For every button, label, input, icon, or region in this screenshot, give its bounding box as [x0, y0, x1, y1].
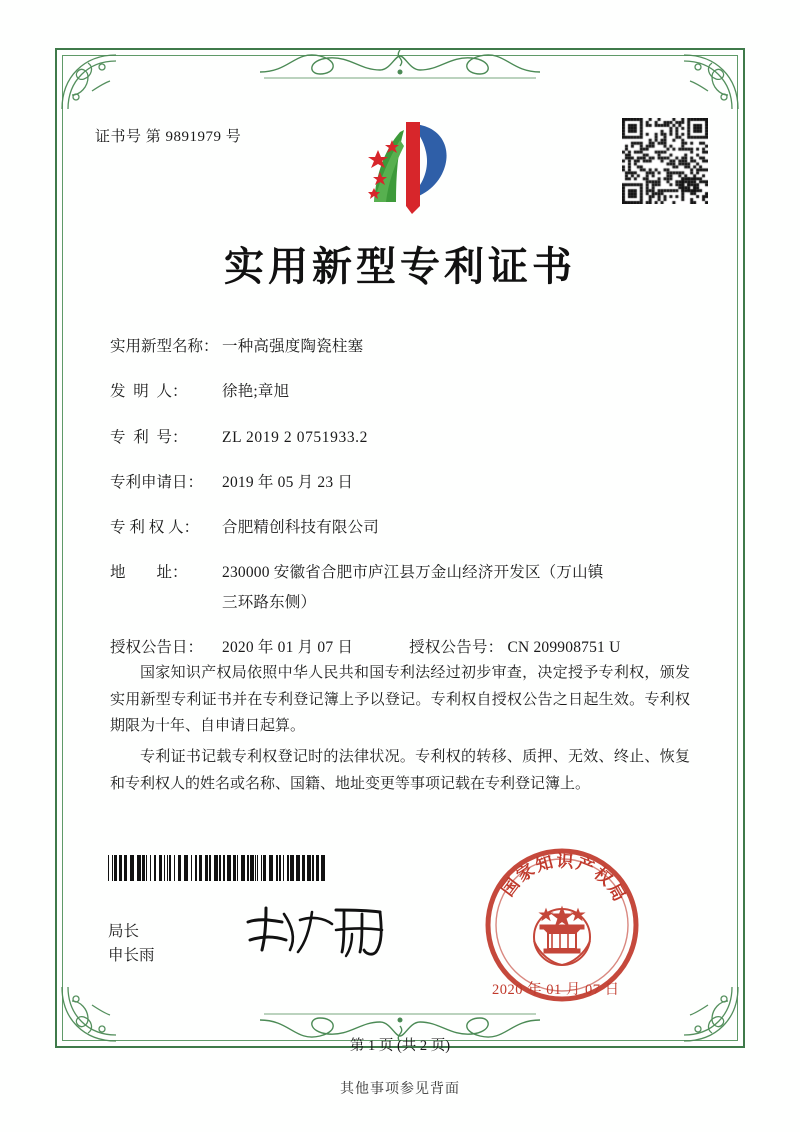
handwritten-signature-icon [240, 900, 420, 960]
field-row-application-date [110, 471, 710, 494]
field-label: 发 明 人： [110, 383, 188, 401]
page-number: 第 1 页 (共 2 页) [349, 1038, 451, 1054]
field-value: 徐艳;章旭 [222, 383, 290, 401]
field-label: 专利申请日： [110, 473, 204, 491]
field-value-grant [222, 636, 710, 659]
director-role-label: 局长 [108, 923, 140, 940]
field-value [222, 561, 710, 614]
address-line-1: 230000 安徽省合肥市庐江县万金山经济开发区（万山镇 [222, 564, 604, 582]
field-value: 合肥精创科技有限公司 [222, 519, 380, 536]
director-name: 申长雨 [108, 947, 155, 965]
field-label: 实用新型名称： [110, 338, 219, 355]
grant-date-value: 2020 年 01 月 07 日 [222, 638, 354, 656]
field-label-grant-number: 授权公告号： [409, 638, 504, 656]
certificate-body-text [110, 660, 690, 801]
field-value: 一种高强度陶瓷柱塞 [222, 338, 364, 355]
field-row-address [110, 561, 710, 614]
field-row-inventor [110, 380, 710, 403]
field-label: 地 址： [110, 564, 188, 582]
cnipa-logo-icon [350, 110, 460, 215]
address-line-2: 三环路东侧） [222, 593, 317, 611]
corner-ornament-top-left-icon [58, 51, 120, 113]
page-title: 实用新型专利证书 [224, 244, 576, 289]
qr-code-icon [622, 118, 708, 204]
field-label-grant-date: 授权公告日： [110, 638, 204, 656]
field-value: ZL 2019 2 0751933.2 [222, 428, 369, 446]
top-flourish-ornament-icon [250, 42, 550, 84]
certificate-number: 证书号 第 9891979 号 [95, 129, 242, 145]
svg-text:国家知识产权局: 国家知识产权局 [498, 851, 630, 907]
signature-block [108, 920, 155, 968]
footer-note: 其他事项参见背面 [340, 1082, 460, 1097]
barcode-icon [108, 855, 326, 881]
field-row-utility-model-name [110, 335, 710, 358]
field-label: 专 利 号： [110, 428, 188, 446]
paragraph-1: 国家知识产权局依照中华人民共和国专利法经过初步审查，决定授予专利权，颁发实用新型专利证书并在专利登记簿上予以登记。专利权自授权公告之日起生效。专利权期限为十年、自申请日起算。 [110, 665, 690, 735]
field-value: 2019 年 05 月 23 日 [222, 473, 354, 491]
field-label: 专 利 权 人： [110, 519, 200, 536]
grant-number-value: CN 209908751 U [507, 638, 621, 656]
certificate-fields [110, 335, 710, 681]
paragraph-2: 专利证书记载专利权登记时的法律状况。专利权的转移、质押、无效、终止、恢复和专利权人的姓名或名称、国籍、地址变更等事项记载在专利登记簿上。 [110, 749, 690, 792]
corner-ornament-top-right-icon [680, 51, 742, 113]
seal-date: 2020 年 01 月 07 日 [492, 982, 620, 998]
field-row-patentee [110, 516, 710, 539]
field-row-patent-number [110, 426, 710, 449]
field-row-grant-announcement [110, 636, 710, 659]
